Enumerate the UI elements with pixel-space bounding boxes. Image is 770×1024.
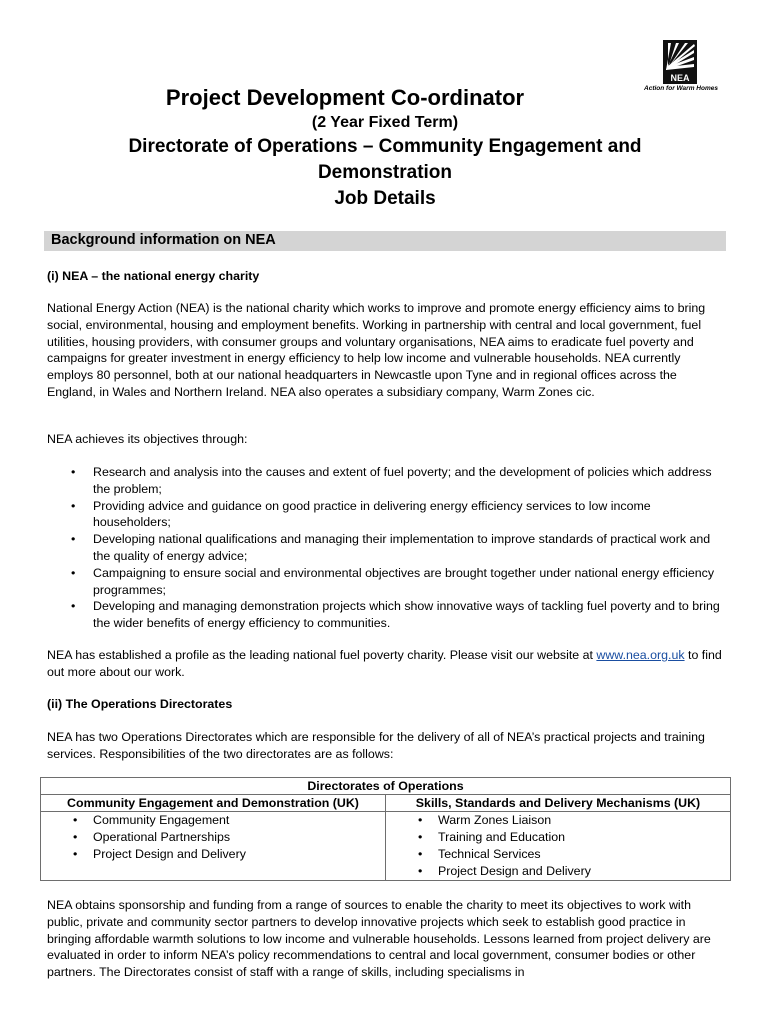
list-item: • Research and analysis into the causes and extent of fuel poverty; and the development of policies which address the problem; [47,464,727,498]
part-1-paragraph-2: NEA achieves its objectives through: [47,432,248,446]
table-header-skills: Skills, Standards and Delivery Mechanisms (UK) [386,795,731,812]
website-link[interactable]: www.nea.org.uk [596,648,685,662]
list-item: • Developing and managing demonstration projects which show innovative ways of tackling fuel poverty and to bring the wider benefits of energy efficiency to communities. [47,598,727,632]
list-item: • Community Engagement [41,812,385,829]
website-text-after: to find out more about our work. [47,648,722,679]
logo-wordmark: NEA [670,73,690,83]
section-heading-bar [44,231,726,251]
list-item: • Warm Zones Liaison [386,812,730,829]
part-2-paragraph-1: NEA has two Operations Directorates which are responsible for the delivery of all of NEA’s practical projects and training services. Responsibilities of the two directorates are as follows: [47,730,705,761]
list-item: • Developing national qualifications and managing their implementation to improve standards of practical work and the quality of energy advice; [47,531,727,565]
list-item: • Technical Services [386,846,730,863]
objectives-list [47,464,727,632]
nea-logo-icon [663,40,697,84]
logo-tagline: Action for Warm Homes [644,85,718,92]
part-1-paragraph-3 [47,647,727,681]
table-title: Directorates of Operations [41,778,731,795]
skills-directorate-cell [386,812,731,881]
section-heading: Background information on NEA [51,232,276,248]
list-item: • Project Design and Delivery [386,863,730,880]
list-item: • Project Design and Delivery [41,846,385,863]
job-details-heading: Job Details [334,188,436,209]
page-subtitle: (2 Year Fixed Term) [311,114,459,131]
website-text-before: NEA has established a profile as the leading national fuel poverty charity. Please visit our website at [47,648,597,662]
part-2-heading: (ii) The Operations Directorates [47,697,233,711]
list-item: • Campaigning to ensure social and environmental objectives are brought together under national energy efficiency programmes; [47,565,727,599]
list-item: • Training and Education [386,829,730,846]
list-item: • Providing advice and guidance on good practice in delivering energy efficiency services to low income householders; [47,498,727,532]
directorates-table [40,777,731,881]
title-block [40,84,730,212]
part-2-paragraph-2: NEA obtains sponsorship and funding from a range of sources to enable the charity to meet its objectives to work with public, private and community sector partners to develop innovative projects which seek to establish good practice in bringing affordable warmth solutions to low income and vulnerable households. Lessons learned from project delivery are evaluated in order to inform NEA’s policy recommendations to central and local government, consumer bodies or other partners. The Directorates consist of staff with a range of skills, including specialisms in [47,898,711,980]
part-1-heading: (i) NEA – the national energy charity [47,269,260,283]
list-item: • Operational Partnerships [41,829,385,846]
table-header-community: Community Engagement and Demonstration (UK) [41,795,386,812]
directorate-line-1: Directorate of Operations – Community Engagement and [128,136,642,157]
directorate-line-2: Demonstration [317,162,453,183]
part-1-paragraph-1: National Energy Action (NEA) is the national charity which works to improve and promote energy efficiency aims to bring social, environmental, housing and employment benefits. Working in partnership with central and local government, fuel utilities, housing providers, with consumer groups and voluntary organisations, NEA aims to eradicate fuel poverty and campaigns for greater investment in energy efficiency to help low income and vulnerable households. NEA currently employs 80 personnel, both at our national headquarters in Newcastle upon Tyne and in regional offices across the England, in Wales and Northern Ireland. NEA also operates a subsidiary company, Warm Zones cic. [47,301,706,399]
page-title: Project Development Co-ordinator [165,85,525,110]
community-directorate-cell [41,812,386,881]
